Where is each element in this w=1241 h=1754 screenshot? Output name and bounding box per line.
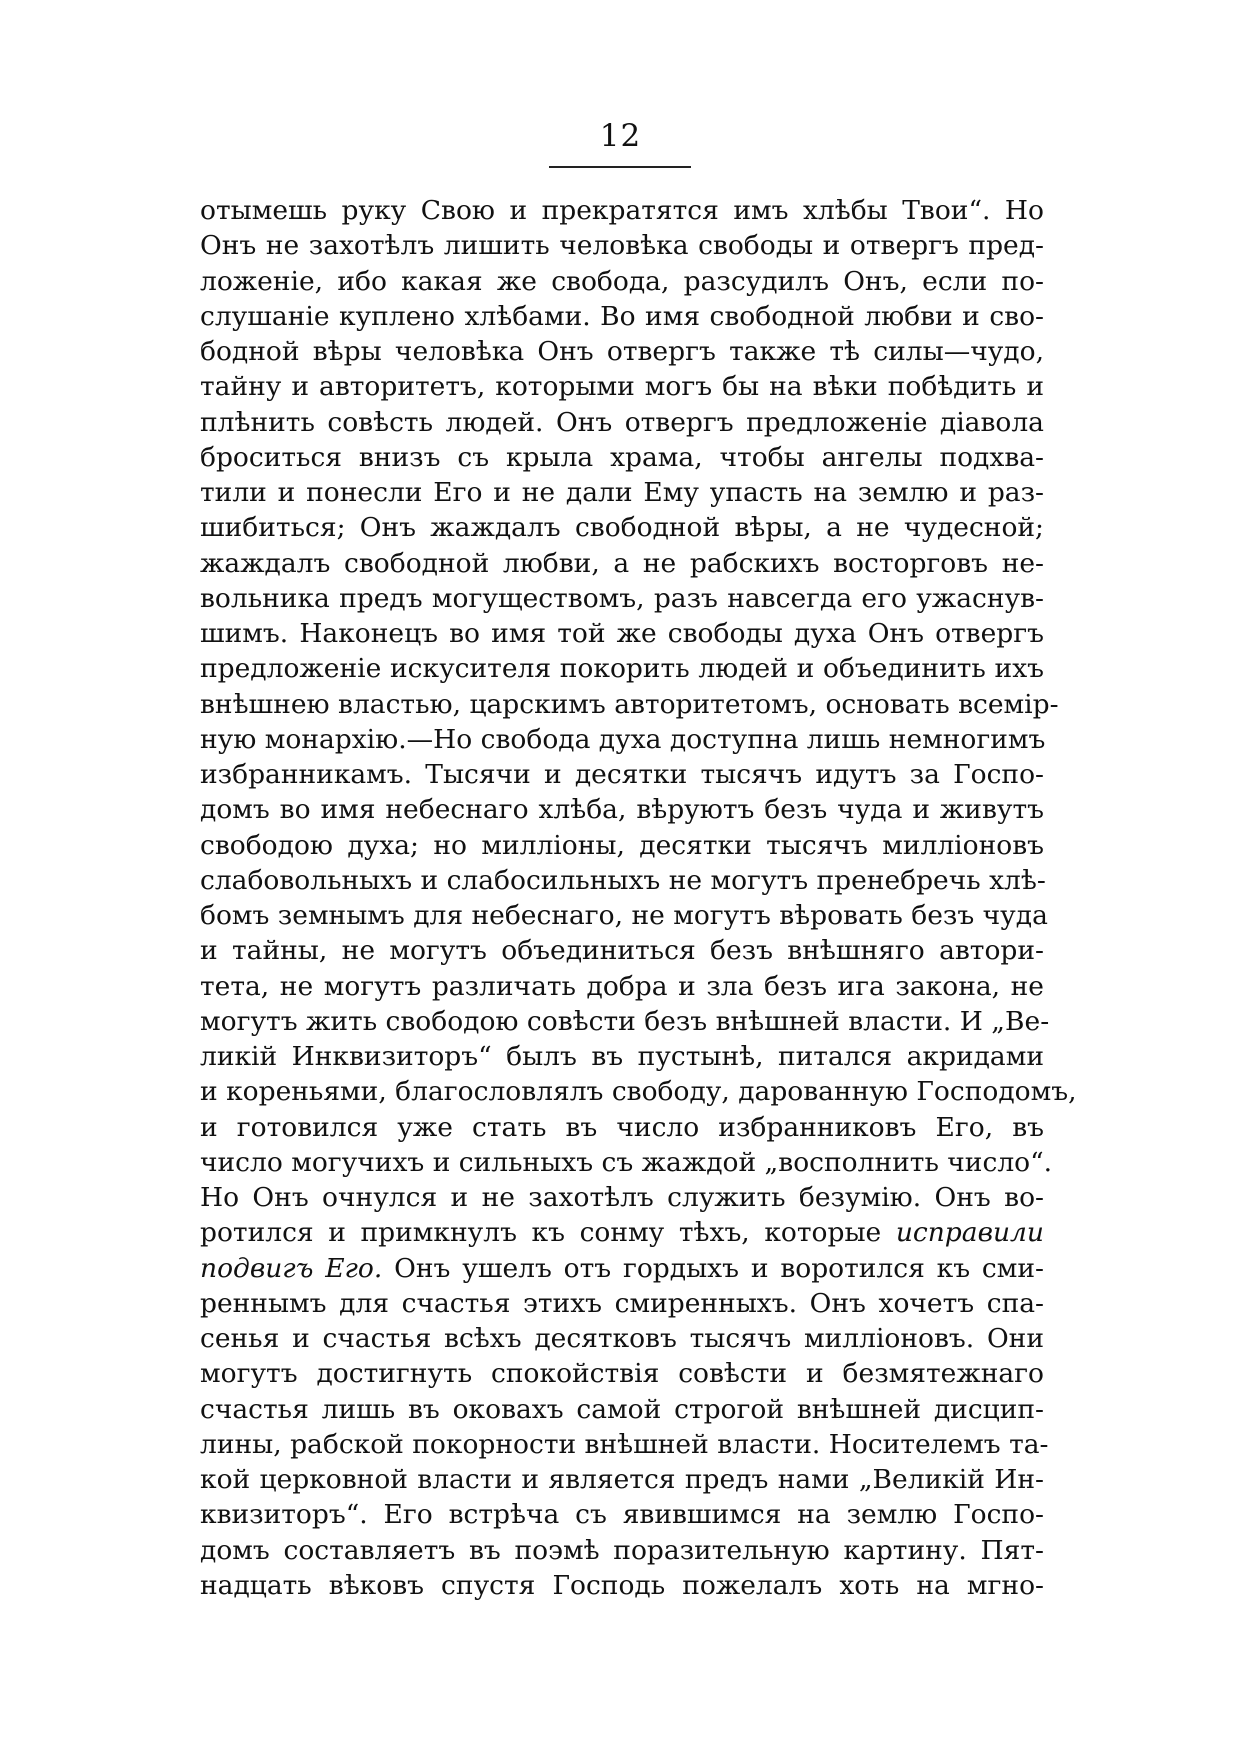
text-line: реннымъ для счастья этихъ смиренныхъ. Онъ хочетъ спа- (200, 1287, 1044, 1319)
text-line: число могучихъ и сильныхъ съ жаждой „восполнить число“. (200, 1146, 1053, 1178)
text-line: квизиторъ“. Его встрѣча съ явившимся на землю Госпо- (200, 1499, 1044, 1531)
text-line: тайну и авторитетъ, которыми могъ бы на вѣки побѣдить и (200, 371, 1044, 403)
text-line: домъ составляетъ въ поэмѣ поразительную картину. Пят- (200, 1534, 1044, 1566)
text-line: внѣшнею властью, царскимъ авторитетомъ, основать всемір- (200, 688, 1059, 720)
text-line: бодной вѣры человѣка Онъ отвергъ также тѣ силы—чудо, (200, 336, 1044, 367)
text-run: Онъ ушелъ отъ гордыхъ и воротился къ сми- (382, 1252, 1044, 1284)
text-line: ную монархію.—Но свобода духа доступна лишь немногимъ (200, 723, 1046, 755)
text-line: вольника предъ могуществомъ, разъ навсегда его ужаснув- (200, 582, 1044, 614)
text-line: предложеніе искусителя покорить людей и объединить ихъ (200, 653, 1044, 685)
text-line: лины, рабской покорности внѣшней власти. Носителемъ та- (200, 1428, 1049, 1460)
text-line-with-italic (200, 1251, 1044, 1286)
text-line: ложеніе, ибо какая же свобода, разсудилъ Онъ, если по- (200, 265, 1044, 297)
text-line: свободою духа; но милліоны, десятки тысячъ милліоновъ (200, 829, 1044, 861)
text-line: слабовольныхъ и слабосильныхъ не могутъ пренебречь хлѣ- (200, 864, 1046, 896)
text-line: шибиться; Онъ жаждалъ свободной вѣры, а не чудесной; (200, 512, 1044, 544)
text-line: могутъ жить свободою совѣсти безъ внѣшней власти. И „Ве- (200, 1005, 1050, 1037)
text-line: и кореньями, благословлялъ свободу, дарованную Господомъ, (200, 1076, 1077, 1108)
text-line: бомъ земнымъ для небеснаго, не могутъ вѣровать безъ чуда (200, 900, 1048, 931)
text-line: жаждалъ свободной любви, а не рабскихъ восторговъ не- (200, 547, 1044, 579)
italic-run: исправили (895, 1217, 1044, 1249)
text-line: тили и понесли Его и не дали Ему упасть на землю и раз- (200, 477, 1044, 508)
text-line: отымешь руку Свою и прекратятся имъ хлѣбы Твои“. Но (200, 195, 1044, 226)
page-number-rule (549, 166, 691, 168)
text-line: избранникамъ. Тысячи и десятки тысячъ идутъ за Госпо- (200, 759, 1044, 790)
text-line: и готовился уже стать въ число избранниковъ Его, въ (200, 1111, 1044, 1143)
page-number: 12 (599, 118, 642, 154)
text-line: Онъ не захотѣлъ лишить человѣка свободы и отвергъ пред- (200, 230, 1044, 262)
text-line: кой церковной власти и является предъ нами „Великій Ин- (200, 1464, 1044, 1495)
text-line: домъ во имя небеснаго хлѣба, вѣруютъ безъ чуда и живутъ (200, 794, 1044, 826)
italic-run: подвигъ Его. (200, 1252, 383, 1284)
text-line: и тайны, не могутъ объединиться безъ внѣшняго автори- (200, 935, 1044, 967)
text-line: Но Онъ очнулся и не захотѣлъ служить безумію. Онъ во- (200, 1182, 1044, 1213)
text-line: шимъ. Наконецъ во имя той же свободы духа Онъ отвергъ (200, 618, 1044, 649)
text-line: надцать вѣковъ спустя Господь пожелалъ хоть на мгно- (200, 1569, 1044, 1601)
text-run: ротился и примкнулъ къ сонму тѣхъ, которые (200, 1217, 896, 1249)
text-line: броситься внизъ съ крыла храма, чтобы ангелы подхва- (200, 441, 1044, 473)
text-line: ликій Инквизиторъ“ былъ въ пустынѣ, питался акридами (200, 1041, 1044, 1072)
text-line: счастья лишь въ оковахъ самой строгой внѣшней дисцип- (200, 1393, 1044, 1425)
text-line: тета, не могутъ различать добра и зла безъ ига закона, не (200, 970, 1044, 1002)
text-line-with-italic (200, 1215, 1044, 1250)
text-line: могутъ достигнуть спокойствія совѣсти и безмятежнаго (200, 1358, 1044, 1390)
body-text (200, 193, 1077, 1603)
text-line: плѣнить совѣсть людей. Онъ отвергъ предложеніе діавола (200, 406, 1044, 438)
text-line: сенья и счастья всѣхъ десятковъ тысячъ милліоновъ. Они (200, 1323, 1044, 1354)
text-line: слушаніе куплено хлѣбами. Во имя свободной любви и сво- (200, 300, 1044, 332)
